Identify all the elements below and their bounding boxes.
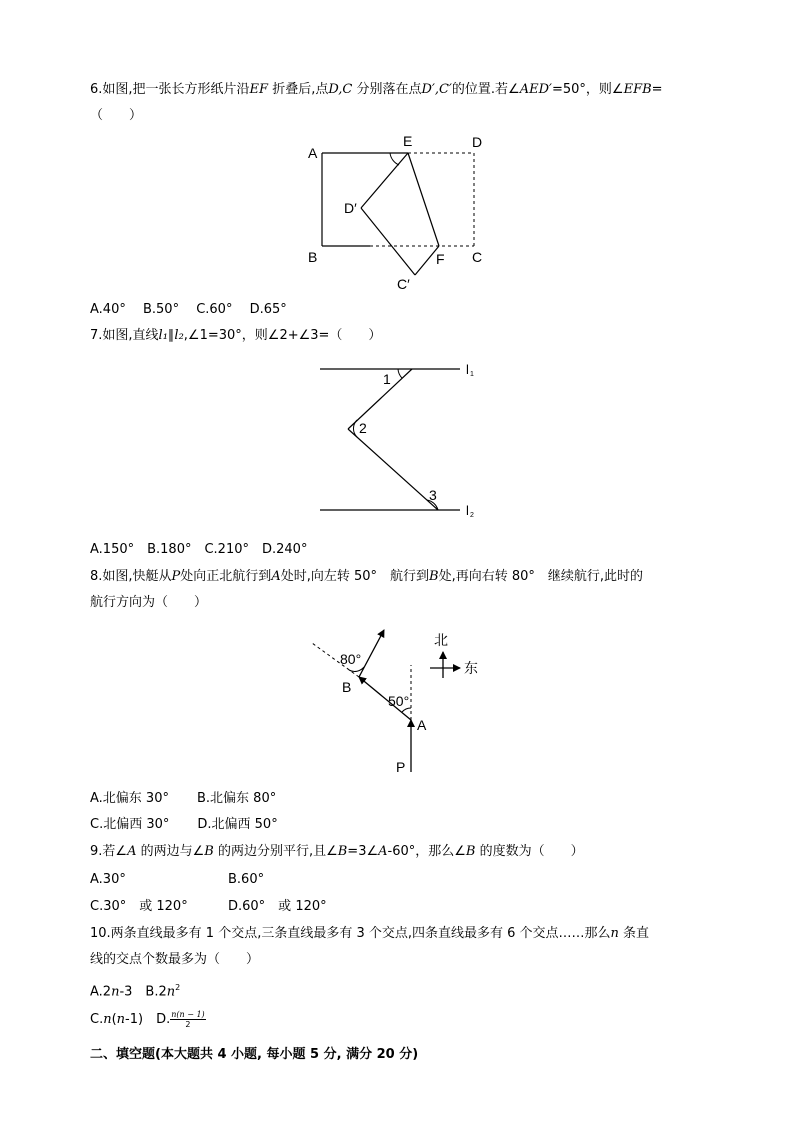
- label-B: B: [342, 679, 352, 695]
- q9-choices-row1: [90, 871, 264, 889]
- label-north: 北: [434, 632, 448, 648]
- q8-text: 处向正北航行到: [180, 569, 272, 584]
- q9-var: B: [465, 844, 476, 859]
- q7-l1: l₁: [158, 328, 168, 343]
- label-C-prime: C′: [397, 276, 410, 292]
- label-A: A: [417, 717, 427, 733]
- path-b-onward: [359, 630, 384, 677]
- q6-dc-prime: D′,C′: [421, 82, 452, 97]
- q6-text: 折叠后,点: [268, 82, 329, 97]
- q9-text: 9.若∠: [90, 844, 128, 859]
- q6-choices: A.40° B.50° C.60° D.65°: [90, 302, 287, 317]
- q7-stem: [90, 327, 381, 345]
- q8-stem-line1: [90, 568, 643, 586]
- q8-text: 处时,向左转 50° 航行到: [280, 569, 430, 584]
- q7-choices: A.150° B.180° C.210° D.240°: [90, 542, 308, 557]
- q6-stem: [90, 81, 663, 99]
- q8-choices-row2: [90, 816, 278, 834]
- q6-figure: [300, 130, 500, 295]
- q6-text: =: [651, 82, 663, 97]
- q7-text: 7.如图,直线: [90, 328, 159, 343]
- q6-dc: D,C: [328, 82, 353, 97]
- angle-arc-1: [398, 369, 402, 378]
- q10-fraction-numerator: n(n − 1): [171, 1010, 205, 1019]
- q7-parallel: ∥: [167, 328, 175, 343]
- q10-choice-d: -1) D.: [125, 1012, 171, 1027]
- q6-text: 的位置.若∠: [451, 82, 520, 97]
- q10-exponent: 2: [175, 983, 181, 992]
- q9-var: B: [204, 844, 214, 859]
- q10-choice-a: A.2: [90, 984, 112, 1000]
- q10-choices-row2: [90, 1010, 206, 1029]
- q10-choice-b: -3 B.2: [119, 984, 167, 1000]
- q6-aed: AED′: [519, 82, 552, 97]
- q10-var: n: [116, 1012, 126, 1027]
- label-3: 3: [429, 487, 437, 503]
- q8-choice-a: A.北偏东 30°: [90, 791, 169, 806]
- q10-var: n: [166, 984, 176, 1000]
- label-C: C: [472, 249, 483, 265]
- fold-line-ef: [408, 153, 439, 246]
- q10-fraction-denominator: 2: [185, 1020, 191, 1029]
- q8-choice-d: D.北偏西 50°: [197, 817, 278, 832]
- label-2: 2: [359, 420, 367, 436]
- q10-text: 10.两条直线最多有 1 个交点,三条直线最多有 3 个交点,四条直线最多有 6 个交点……那么: [90, 926, 611, 941]
- label-l2-sub: 2: [470, 512, 474, 519]
- q10-stem-line1: [90, 925, 649, 943]
- q10-var: n: [103, 1012, 112, 1027]
- label-east: 东: [464, 660, 478, 676]
- q6-paren: （ ）: [90, 108, 143, 123]
- q7-l2: l₂: [174, 328, 184, 343]
- q9-choice-c: C.30° 或 120°: [90, 899, 188, 914]
- label-80: 80°: [340, 651, 362, 667]
- q9-text: =3∠: [347, 844, 379, 859]
- q9-text: 的度数为（ ）: [475, 844, 584, 859]
- segment-upper: [348, 369, 412, 429]
- q8-choice-b: B.北偏东 80°: [196, 791, 277, 806]
- section-header-fill-in: 二、填空题(本大题共 4 小题, 每小题 5 分, 满分 20 分): [90, 1047, 419, 1062]
- label-l2: l: [466, 503, 469, 518]
- q6-efb: EFB: [623, 82, 652, 97]
- q6-text: =50°，则∠: [551, 82, 624, 97]
- label-B: B: [308, 249, 318, 265]
- q9-choice-b: B.60°: [228, 872, 265, 887]
- q9-var: A: [127, 844, 137, 859]
- q7-text: ,∠1=30°，则∠2+∠3=（ ）: [183, 328, 382, 343]
- segment-ed: [361, 153, 408, 208]
- q10-fraction: [170, 1010, 205, 1029]
- q8-p: P: [171, 569, 181, 584]
- label-D-prime: D′: [344, 200, 357, 216]
- q8-text: 处,再向右转 80° 继续航行,此时的: [438, 569, 644, 584]
- q9-text: 的两边分别平行,且∠: [213, 844, 338, 859]
- q8-figure: [300, 620, 500, 780]
- q10-text: (: [111, 1012, 117, 1027]
- label-1: 1: [383, 371, 391, 387]
- q7-figure: [310, 358, 490, 523]
- segment-lower: [348, 429, 438, 510]
- label-l1-sub: 1: [470, 371, 474, 378]
- q10-text: 条直: [618, 926, 650, 941]
- q10-stem-line2: 线的交点个数最多为（ ）: [90, 952, 260, 967]
- q10-var: n: [111, 984, 120, 1000]
- q8-a: A: [271, 569, 281, 584]
- q9-stem: [90, 843, 584, 861]
- label-E: E: [403, 133, 413, 149]
- q10-choices-row1: [90, 979, 180, 1001]
- q8-choice-c: C.北偏西 30°: [90, 817, 170, 832]
- label-P: P: [396, 759, 406, 775]
- q8-text: 8.如图,快艇从: [90, 569, 172, 584]
- q9-choice-a: A.30°: [90, 872, 126, 887]
- q9-choice-d: D.60° 或 120°: [228, 899, 327, 914]
- q6-text: 分别落在点: [352, 82, 422, 97]
- label-D: D: [472, 134, 483, 150]
- label-l1: l: [466, 362, 469, 377]
- q10-n: n: [610, 926, 619, 941]
- segment-dc: [361, 208, 415, 275]
- label-F: F: [436, 251, 445, 267]
- label-A: A: [308, 145, 318, 161]
- q8-stem-line2: 航行方向为（ ）: [90, 595, 208, 610]
- q8-b: B: [429, 569, 439, 584]
- q6-text: 6.如图,把一张长方形纸片沿: [90, 82, 250, 97]
- q10-choice-c: C.: [90, 1012, 104, 1027]
- q9-text: -60°，那么∠: [387, 844, 466, 859]
- q9-choices-row2: [90, 898, 327, 916]
- q6-ef: EF: [249, 82, 269, 97]
- q8-choices-row1: [90, 790, 276, 808]
- angle-arc-aed: [390, 153, 399, 165]
- q9-var: B: [337, 844, 348, 859]
- q9-var: A: [378, 844, 388, 859]
- label-50: 50°: [388, 693, 410, 709]
- q9-text: 的两边与∠: [136, 844, 205, 859]
